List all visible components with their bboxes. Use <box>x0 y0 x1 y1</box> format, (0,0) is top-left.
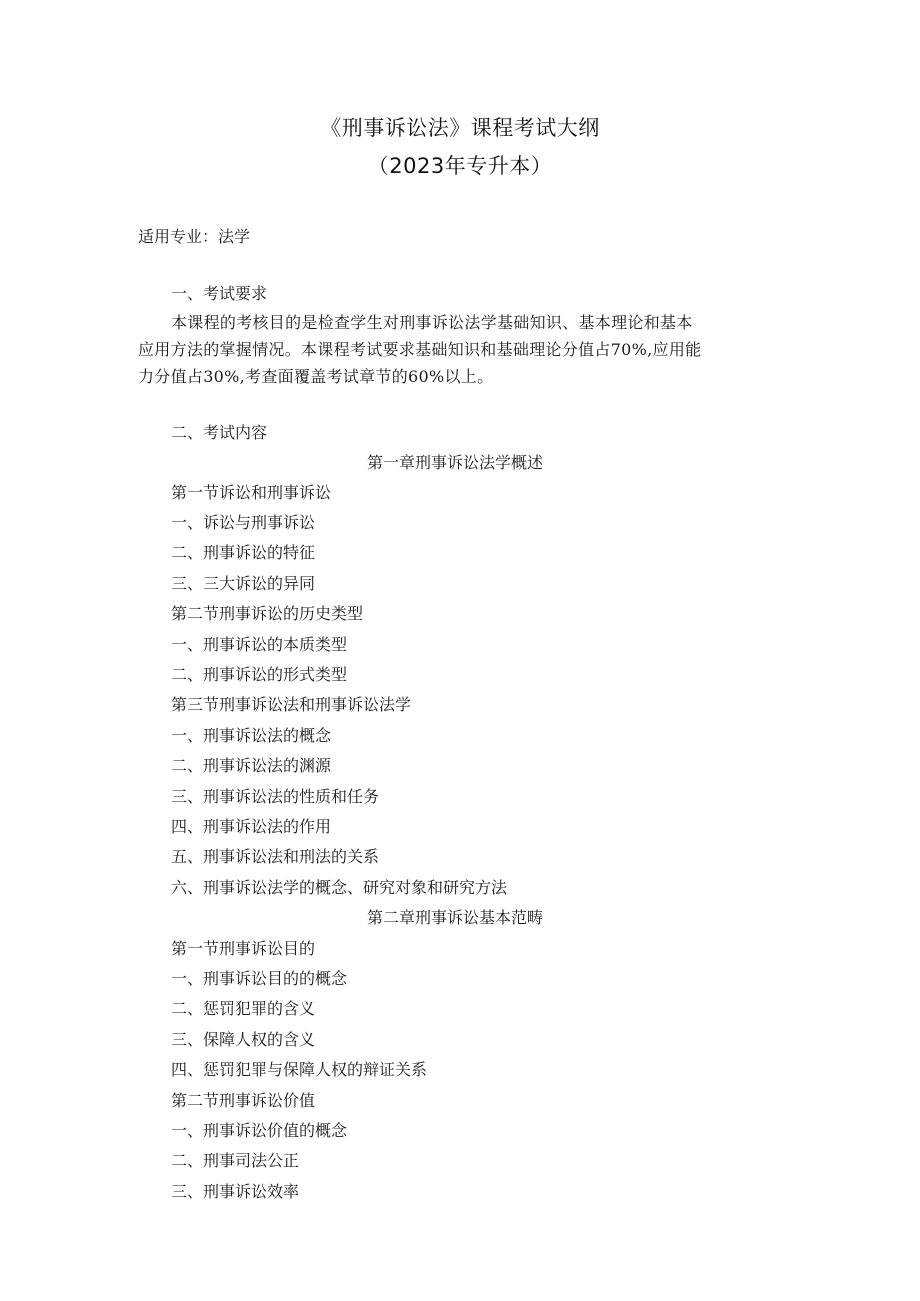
chapter-1-item: 第三节刑事诉讼法和刑事诉讼法学 <box>171 695 412 714</box>
chapter-1-item: 二、刑事诉讼的特征 <box>171 543 316 562</box>
requirements-paragraph-line-2: 应用方法的掌握情况。本课程考试要求基础知识和基础理论分值占70%,应用能 <box>138 340 702 359</box>
chapter-2-item: 第一节刑事诉讼目的 <box>171 939 316 958</box>
document-subtitle: （2023年专升本） <box>367 154 553 178</box>
chapter-1-title: 第一章刑事诉讼法学概述 <box>366 453 543 472</box>
chapter-1-item: 三、三大诉讼的异同 <box>171 574 316 593</box>
section-heading-exam-requirements: 一、考试要求 <box>171 284 268 303</box>
chapter-2-item: 第二节刑事诉讼价值 <box>171 1091 316 1110</box>
applicable-major: 适用专业：法学 <box>138 227 251 246</box>
chapter-1-item: 第二节刑事诉讼的历史类型 <box>171 604 364 623</box>
chapter-2-item: 一、刑事诉讼价值的概念 <box>171 1121 348 1140</box>
chapter-2-title: 第二章刑事诉讼基本范畴 <box>366 908 543 927</box>
chapter-2-item: 二、刑事司法公正 <box>171 1151 300 1170</box>
requirements-paragraph-line-1: 本课程的考核目的是检查学生对刑事诉讼法学基础知识、基本理论和基本 <box>171 313 693 332</box>
chapter-1-item: 五、刑事诉讼法和刑法的关系 <box>171 847 380 866</box>
chapter-2-item: 三、刑事诉讼效率 <box>171 1182 300 1201</box>
chapter-2-item: 二、惩罚犯罪的含义 <box>171 999 316 1018</box>
chapter-1-item: 六、刑事诉讼法学的概念、研究对象和研究方法 <box>171 878 508 897</box>
chapter-1-item: 第一节诉讼和刑事诉讼 <box>171 483 332 502</box>
chapter-1-item: 四、刑事诉讼法的作用 <box>171 817 332 836</box>
chapter-1-item: 三、刑事诉讼法的性质和任务 <box>171 787 380 806</box>
chapter-1-item: 二、刑事诉讼的形式类型 <box>171 665 348 684</box>
chapter-1-item: 二、刑事诉讼法的渊源 <box>171 756 332 775</box>
requirements-paragraph-line-3: 力分值占30%,考查面覆盖考试章节的60%以上。 <box>138 367 494 386</box>
chapter-2-item: 一、刑事诉讼目的的概念 <box>171 969 348 988</box>
chapter-1-item: 一、刑事诉讼法的概念 <box>171 726 332 745</box>
chapter-2-item: 四、惩罚犯罪与保障人权的辩证关系 <box>171 1060 428 1079</box>
chapter-2-item: 三、保障人权的含义 <box>171 1030 316 1049</box>
chapter-1-item: 一、诉讼与刑事诉讼 <box>171 513 316 532</box>
chapter-1-item: 一、刑事诉讼的本质类型 <box>171 635 348 654</box>
document-title: 《刑事诉讼法》课程考试大纲 <box>320 116 600 140</box>
section-heading-exam-content: 二、考试内容 <box>171 423 268 442</box>
